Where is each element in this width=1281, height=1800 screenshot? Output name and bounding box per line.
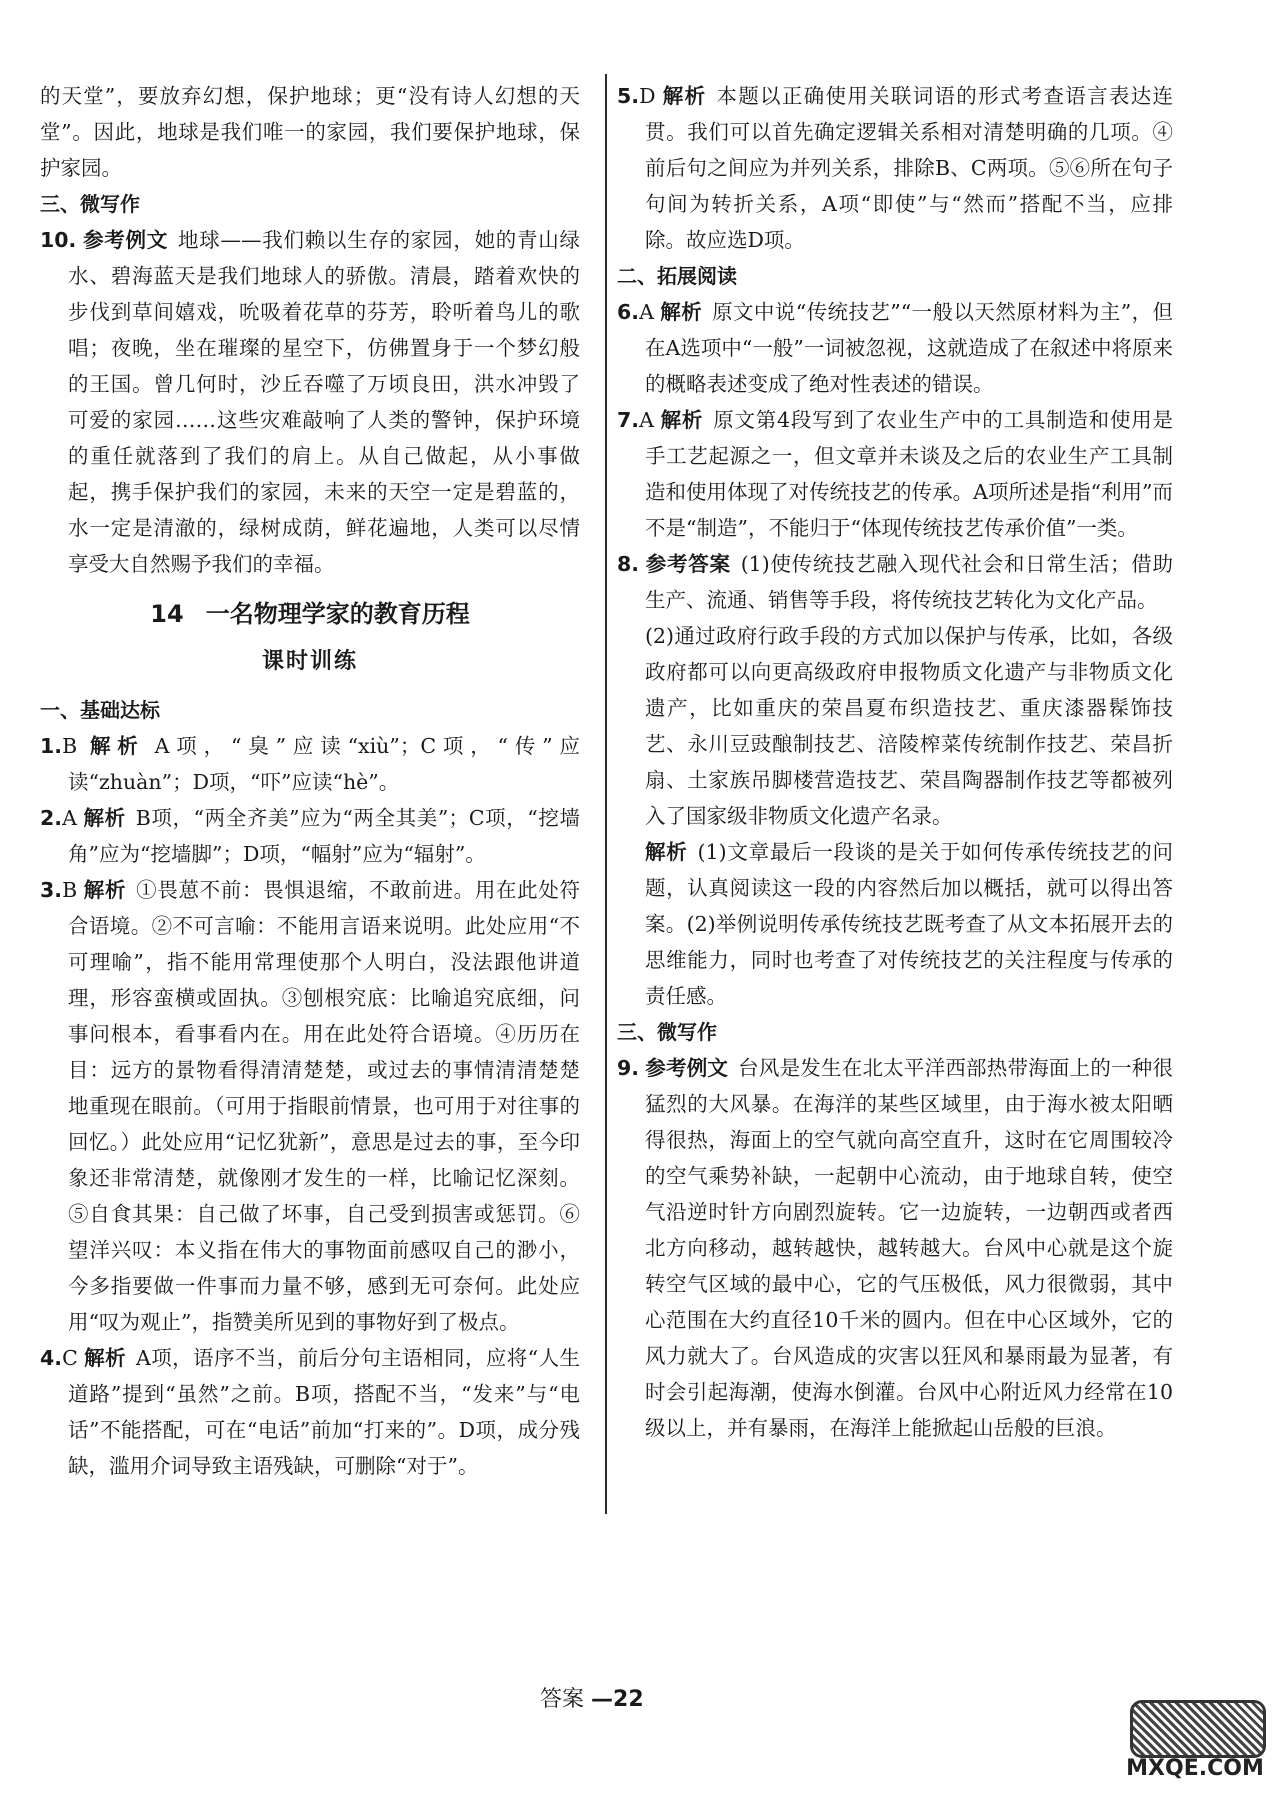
question-5 (617, 78, 1173, 258)
analysis-keyword: 解析 (659, 300, 703, 324)
analysis-text: ①畏葸不前：畏惧退缩，不敢前进。用在此处符合语境。②不可言喻：不能用言语来说明。此处应用“不可理喻”，指不能用常理使那个人明白，没法跟他讲道理，形容蛮横或固执。③刨根究底：比喻追究底细，问事问根本，看事看内在。用在此处符合语境。④历历在目：远方的景物看得清清楚楚，或过去的事情清清楚楚地重现在眼前。（可用于指眼前情景，也可用于对往事的回忆。）此处应用“记忆犹新”，意思是过去的事，至今印象还非常清楚，就像刚才发生的一样，比喻记忆深刻。⑤自食其果：自己做了坏事，自己受到损害或惩罚。⑥望洋兴叹：本义指在伟大的事物面前感叹自己的渺小，今多指要做一件事而力量不够，感到无可奈何。此处应用“叹为观止”，指赞美所见到的事物好到了极点。 (68, 878, 581, 1334)
question-8-analysis (617, 834, 1173, 1014)
question-number: 4. (40, 1346, 63, 1370)
question-number: 9. (617, 1056, 640, 1080)
question-10 (40, 222, 580, 582)
answer-letter: B (62, 734, 78, 758)
analysis-text: (1)文章最后一段谈的是关于如何传承传统技艺的问题，认真阅读这一段的内容然后加以概括，就可以得出答案。(2)举例说明传承传统技艺既考查了从文本拓展开去的思维能力，同时也考查了对传统技艺的关注程度与传承的责任感。 (645, 840, 1174, 1008)
question-number: 7. (617, 408, 640, 432)
left-column (40, 78, 580, 1484)
question-number: 3. (40, 878, 63, 902)
lesson-name: 一名物理学家的教育历程 (205, 600, 470, 628)
section-heading-basics: 一、基础达标 (40, 698, 160, 722)
question-number: 10. (40, 228, 77, 252)
question-number: 6. (617, 300, 640, 324)
answer-text-part-2: (2)通过政府行政手段的方式加以保护与传承，比如，各级政府都可以向更高级政府申报物质文化遗产与非物质文化遗产，比如重庆的荣昌夏布织造技艺、重庆漆器髹饰技艺、永川豆豉酿制技艺、涪陵榨菜传统制作技艺、荣昌折扇、土家族吊脚楼营造技艺、荣昌陶器制作技艺等都被列入了国家级非物质文化遗产名录。 (645, 624, 1173, 828)
question-number: 2. (40, 806, 63, 830)
answer-letter: A (639, 300, 654, 324)
analysis-keyword: 解析 (645, 840, 688, 864)
answer-text: 地球——我们赖以生存的家园，她的青山绿水、碧海蓝天是我们地球人的骄傲。清晨，踏着欢快的步伐到草间嬉戏，吮吸着花草的芬芳，聆听着鸟儿的歌唱；夜晚，坐在璀璨的星空下，仿佛置身于一个梦幻般的王国。曾几何时，沙丘吞噬了万顷良田，洪水冲毁了可爱的家园……这些灾难敲响了人类的警钟，保护环境的重任就落到了我们的肩上。从自己做起，从小事做起，携手保护我们的家园，未来的天空一定是碧蓝的，水一定是清澈的，绿树成荫，鲜花遍地，人类可以尽情享受大自然赐予我们的幸福。 (68, 228, 581, 576)
answer-letter: A (639, 408, 654, 432)
analysis-text: 本题以正确使用关联词语的形式考查语言表达连贯。我们可以首先确定逻辑关系相对清楚明确的几项。④前后句之间应为并列关系，排除B、C两项。⑤⑥所在句子句间为转折关系，A项“即使”与“然而”搭配不当，应排除。故应选D项。 (645, 84, 1174, 252)
question-number: 5. (617, 84, 640, 108)
analysis-text: 原文中说“传统技艺”“一般以天然原材料为主”，但在A选项中“一般”一词被忽视，这就造成了在叙述中将原来的概略表述变成了绝对性表述的错误。 (645, 300, 1174, 396)
page-footer (540, 1682, 644, 1713)
answer-text: 台风是发生在北太平洋西部热带海面上的一种很猛烈的大风暴。在海洋的某些区域里，由于海水被太阳晒得很热，海面上的空气就向高空直升，这时在它周围较冷的空气乘势补缺，一起朝中心流动，由于地球自转，使空气沿逆时针方向剧烈旋转。它一边旋转，一边朝西或者西北方向移动，越转越快，越转越大。台风中心就是这个旋转空气区域的最中心，它的气压极低，风力很微弱，其中心范围在大约直径10千米的圆内。但在中心区域外，它的风力就大了。台风造成的灾害以狂风和暴雨最为显著，有时会引起海潮，使海水倒灌。台风中心附近风力经常在10级以上，并有暴雨，在海洋上能掀起山岳般的巨浪。 (645, 1056, 1174, 1440)
lesson-title (40, 596, 580, 632)
question-9 (617, 1050, 1173, 1446)
column-divider (605, 74, 607, 1514)
answer-letter: A (62, 806, 77, 830)
answer-letter: C (62, 1346, 78, 1370)
analysis-text: 原文第4段写到了农业生产中的工具制造和使用是手工艺起源之一，但文章并未谈及之后的农业生产工具制造和使用体现了对传统技艺的传承。A项所述是指“利用”而不是“制造”，不能归于“体现传统技艺传承价值”一类。 (645, 408, 1174, 540)
page-number: —22 (591, 1687, 644, 1712)
lesson-subtitle: 课时训练 (261, 649, 358, 674)
question-1 (40, 728, 580, 800)
answer-keyword: 参考例文 (82, 228, 169, 252)
analysis-keyword: 解析 (661, 84, 707, 108)
question-number: 1. (40, 734, 63, 758)
analysis-keyword: 解析 (82, 806, 126, 830)
analysis-text: A项，语序不当，前后分句主语相同，应将“人生道路”提到“虽然”之前。B项，搭配不当，“发来”与“电话”不能搭配，可在“电话”前加“打来的”。D项，成分残缺，滥用介词导致主语残缺，可删除“对于”。 (68, 1346, 580, 1478)
analysis-text: A项，“臭”应读“xiù”；C项，“传”应读“zhuàn”；D项，“吓”应读“hè”。 (68, 734, 580, 794)
analysis-keyword: 解析 (83, 878, 127, 902)
section-heading-micro-writing: 三、微写作 (617, 1020, 717, 1044)
answer-text-part-1: (1)使传统技艺融入现代社会和日常生活；借助生产、流通、销售等手段，将传统技艺转化为文化产品。 (645, 552, 1173, 612)
watermark-logo (1120, 1700, 1270, 1790)
watermark-text: MXQE.COM (1126, 1756, 1264, 1781)
question-4 (40, 1340, 580, 1484)
intro-paragraph: 的天堂”，要放弃幻想，保护地球；更“没有诗人幻想的天堂”。因此，地球是我们唯一的家园，我们要保护地球，保护家园。 (40, 84, 580, 180)
lesson-number: 14 (150, 600, 184, 628)
analysis-keyword: 解析 (659, 408, 704, 432)
analysis-keyword: 解析 (83, 1346, 126, 1370)
analysis-text: B项，“两全齐美”应为“两全其美”；C项，“挖墙角”应为“挖墙脚”；D项，“幅射”应为“辐射”。 (68, 806, 580, 866)
question-7 (617, 402, 1173, 546)
answer-keyword: 参考例文 (645, 1056, 729, 1080)
answer-letter: B (62, 878, 78, 902)
watermark-emblem (1130, 1700, 1266, 1758)
answer-keyword: 参考答案 (645, 552, 731, 576)
question-number: 8. (617, 552, 640, 576)
section-heading-micro-writing: 三、微写作 (40, 192, 140, 216)
footer-label: 答案 (540, 1687, 585, 1712)
question-3 (40, 872, 580, 1340)
answer-letter: D (639, 84, 656, 108)
section-heading-extended-reading: 二、拓展阅读 (617, 264, 737, 288)
question-8 (617, 546, 1173, 618)
question-2 (40, 800, 580, 872)
right-column (617, 78, 1173, 1446)
analysis-keyword: 解析 (83, 734, 145, 758)
question-6 (617, 294, 1173, 402)
